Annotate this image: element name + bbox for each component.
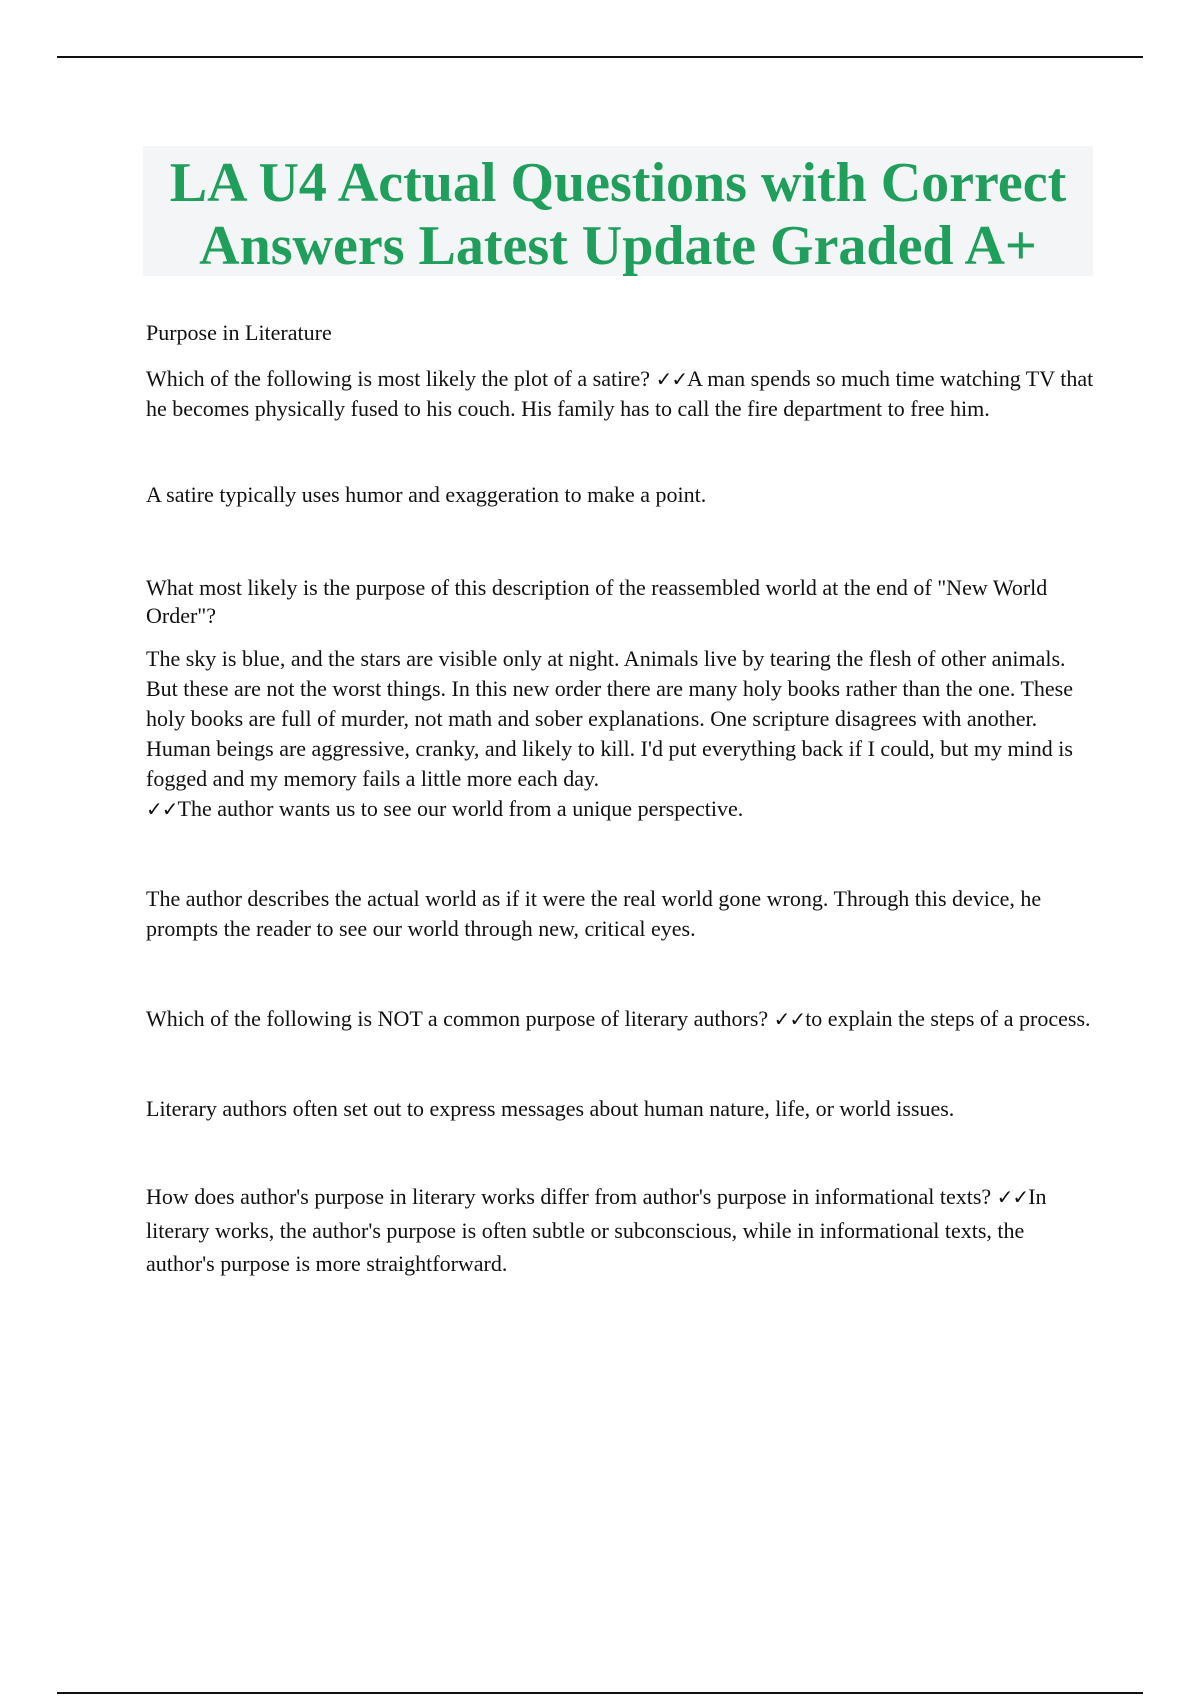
top-rule — [57, 56, 1143, 58]
document-title — [143, 146, 1093, 276]
title-line-1: LA U4 Actual Questions with Correct — [169, 152, 1067, 214]
answer-3-text: to explain the steps of a process. — [805, 1006, 1091, 1031]
question-1 — [146, 364, 1096, 424]
bottom-rule — [57, 1692, 1143, 1694]
double-check-icon: ✓✓ — [773, 1007, 806, 1031]
double-check-icon: ✓✓ — [655, 367, 688, 391]
double-check-icon: ✓✓ — [996, 1185, 1029, 1209]
title-line-2: Answers Latest Update Graded A+ — [199, 215, 1037, 277]
question-3 — [146, 1004, 1096, 1034]
explanation-1: A satire typically uses humor and exaggeration to make a point. — [146, 482, 707, 507]
question-4-text: How does author's purpose in literary works differ from author's purpose in informational texts? — [146, 1184, 997, 1209]
section-heading: Purpose in Literature — [146, 320, 332, 345]
double-check-icon: ✓✓ — [146, 797, 178, 821]
explanation-3: Literary authors often set out to express messages about human nature, life, or world issues. — [146, 1096, 955, 1121]
explanation-2: The author describes the actual world as if it were the real world gone wrong. Through this device, he prompts the reader to see our world through new, critical eyes. — [146, 886, 1042, 941]
question-2: What most likely is the purpose of this description of the reassembled world at the end of "New World Order"? — [146, 575, 1048, 628]
question-3-text: Which of the following is NOT a common purpose of literary authors? — [146, 1006, 774, 1031]
answer-2-text: The author wants us to see our world from a unique perspective. — [177, 796, 744, 821]
passage-2 — [146, 644, 1096, 824]
answer-4-text: In literary works, the author's purpose is often subtle or subconscious, while in informational texts, the author's purpose is more straightforward. — [146, 1184, 1047, 1276]
question-1-text: Which of the following is most likely the plot of a satire? — [146, 366, 656, 391]
answer-1-text: A man spends so much time watching TV that he becomes physically fused to his couch. His family has to call the fire department to free him. — [146, 366, 1094, 421]
passage-2-text: The sky is blue, and the stars are visible only at night. Animals live by tearing the flesh of other animals. But these are not the worst things. In this new order there are many holy books rather than the one. These holy books are full of murder, not math and sober explanations. One scripture disagrees with another. Human beings are aggressive, cranky, and likely to kill. I'd put everything back if I could, but my mind is fogged and my memory fails a little more each day. — [146, 646, 1074, 791]
question-4 — [146, 1180, 1096, 1280]
document-body — [146, 318, 1096, 1280]
